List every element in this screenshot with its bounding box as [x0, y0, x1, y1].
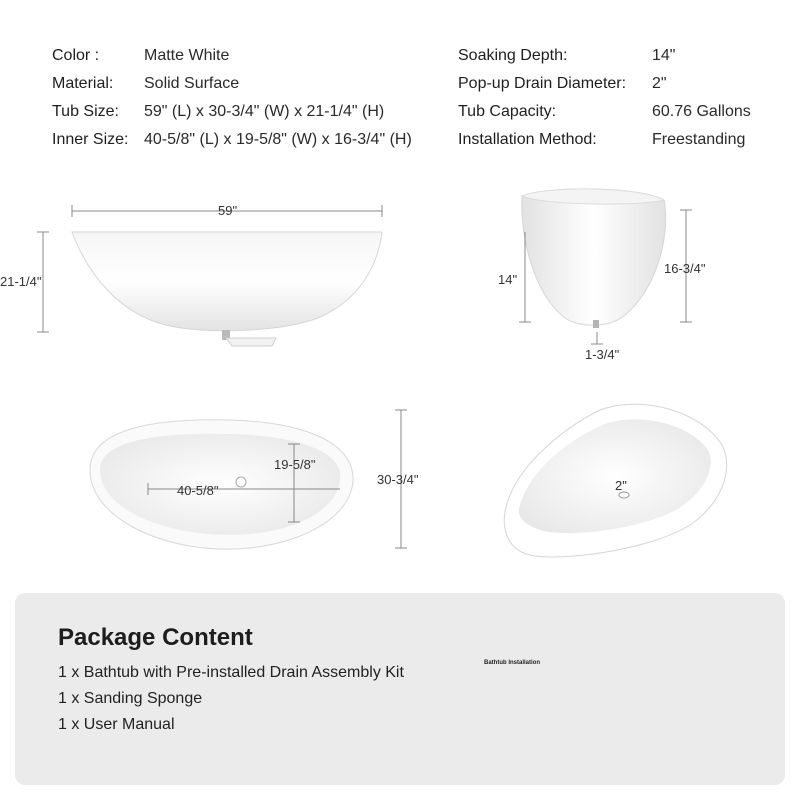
spec-label: Inner Size: [52, 131, 129, 148]
spec-label: Installation Method: [458, 131, 597, 148]
dim-front-base: 1-3/4" [585, 347, 620, 362]
spec-value: 40-5/8" (L) x 19-5/8" (W) x 16-3/4" (H) [144, 131, 412, 148]
package-item-sponge: 1 x Sanding Sponge [58, 690, 203, 707]
spec-value: 2" [652, 75, 667, 92]
spec-label: Soaking Depth: [458, 47, 568, 64]
spec-label: Color : [52, 47, 100, 64]
dim-top-width: 30-3/4" [377, 472, 419, 487]
spec-value: Freestanding [652, 131, 746, 148]
spec-value: 14" [652, 47, 676, 64]
dim-side-height: 21-1/4" [0, 274, 42, 289]
spec-value: 59" (L) x 30-3/4" (W) x 21-1/4" (H) [144, 103, 385, 120]
spec-value: Solid Surface [144, 75, 240, 92]
package-item-manual: 1 x User Manual [58, 716, 175, 733]
package-title: Package Content [58, 624, 253, 651]
spec-label: Tub Capacity: [458, 103, 557, 120]
spec-label: Material: [52, 75, 114, 92]
side-view-tub [72, 232, 382, 346]
spec-label: Tub Size: [52, 103, 119, 120]
manual-cover-title: Bathtub Installation [484, 660, 540, 666]
package-panel [15, 593, 785, 785]
spec-value: Matte White [144, 47, 230, 64]
dim-front-soak: 14" [498, 272, 518, 287]
dim-side-length: 59" [218, 203, 238, 218]
front-view-tub [522, 189, 666, 328]
top-view-tub [90, 420, 353, 549]
spec-value: 60.76 Gallons [652, 103, 751, 120]
dim-top-inner-length: 40-5/8" [177, 483, 219, 498]
dim-drain-diameter: 2" [615, 478, 627, 493]
dim-front-inner-height: 16-3/4" [664, 261, 706, 276]
package-item-bathtub: 1 x Bathtub with Pre-installed Drain Assembly Kit [58, 664, 404, 681]
dim-top-inner-width: 19-5/8" [274, 457, 316, 472]
spec-label: Pop-up Drain Diameter: [458, 75, 627, 92]
